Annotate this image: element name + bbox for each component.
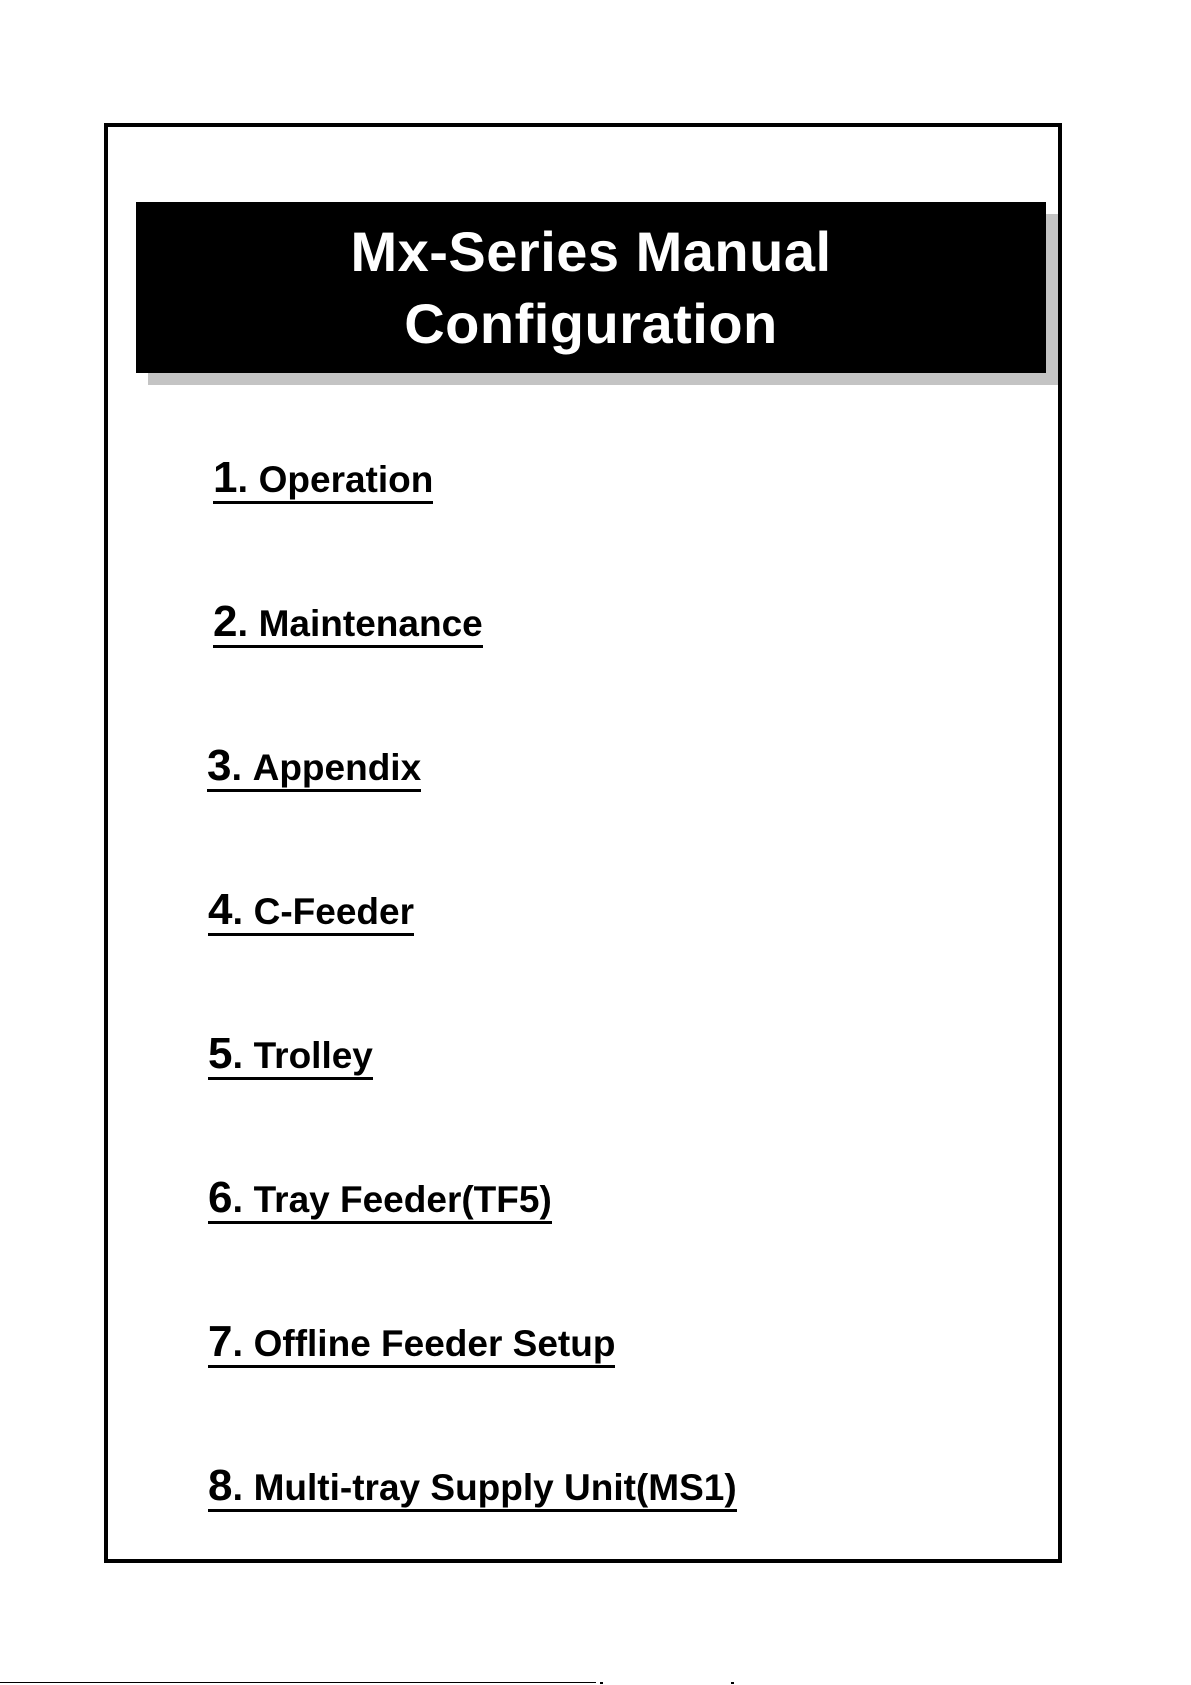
footer-mark — [600, 1682, 603, 1684]
toc-item-offline-feeder-setup[interactable] — [208, 1317, 616, 1368]
toc-item-multi-tray-supply-unit[interactable] — [208, 1461, 737, 1512]
toc-separator: . — [232, 891, 254, 933]
toc-number: 3 — [207, 741, 232, 790]
toc-item-tray-feeder[interactable] — [208, 1173, 552, 1224]
toc-label: Operation — [258, 459, 434, 500]
toc-number: 2 — [213, 597, 238, 646]
toc-item-c-feeder[interactable] — [208, 885, 414, 936]
toc-number: 5 — [208, 1029, 233, 1078]
toc-number: 8 — [208, 1461, 233, 1510]
toc-item-operation[interactable] — [213, 453, 434, 504]
toc-item-trolley[interactable] — [208, 1029, 373, 1080]
toc-label: Trolley — [253, 1035, 373, 1076]
toc-item-appendix[interactable] — [207, 741, 422, 792]
toc-label: Offline Feeder Setup — [253, 1323, 616, 1364]
footer-mark — [731, 1682, 734, 1684]
title-line-2: Configuration — [404, 291, 778, 355]
toc-separator: . — [232, 1323, 254, 1365]
toc-separator: . — [237, 603, 259, 645]
toc-separator: . — [232, 1179, 254, 1221]
toc-label: Maintenance — [258, 603, 483, 644]
toc-label: Appendix — [252, 747, 422, 788]
toc-number: 6 — [208, 1173, 233, 1222]
footer-rule — [0, 1682, 596, 1683]
toc-number: 1 — [213, 453, 238, 502]
toc-separator: . — [232, 1467, 254, 1509]
toc-separator: . — [231, 747, 253, 789]
toc-label: Multi-tray Supply Unit(MS1) — [253, 1467, 737, 1508]
toc-label: C-Feeder — [253, 891, 414, 932]
toc-number: 7 — [208, 1317, 233, 1366]
toc-separator: . — [237, 459, 259, 501]
title-line-1: Mx-Series Manual — [350, 219, 832, 283]
toc-number: 4 — [208, 885, 233, 934]
toc-separator: . — [232, 1035, 254, 1077]
toc-label: Tray Feeder(TF5) — [253, 1179, 552, 1220]
toc-item-maintenance[interactable] — [213, 597, 483, 648]
